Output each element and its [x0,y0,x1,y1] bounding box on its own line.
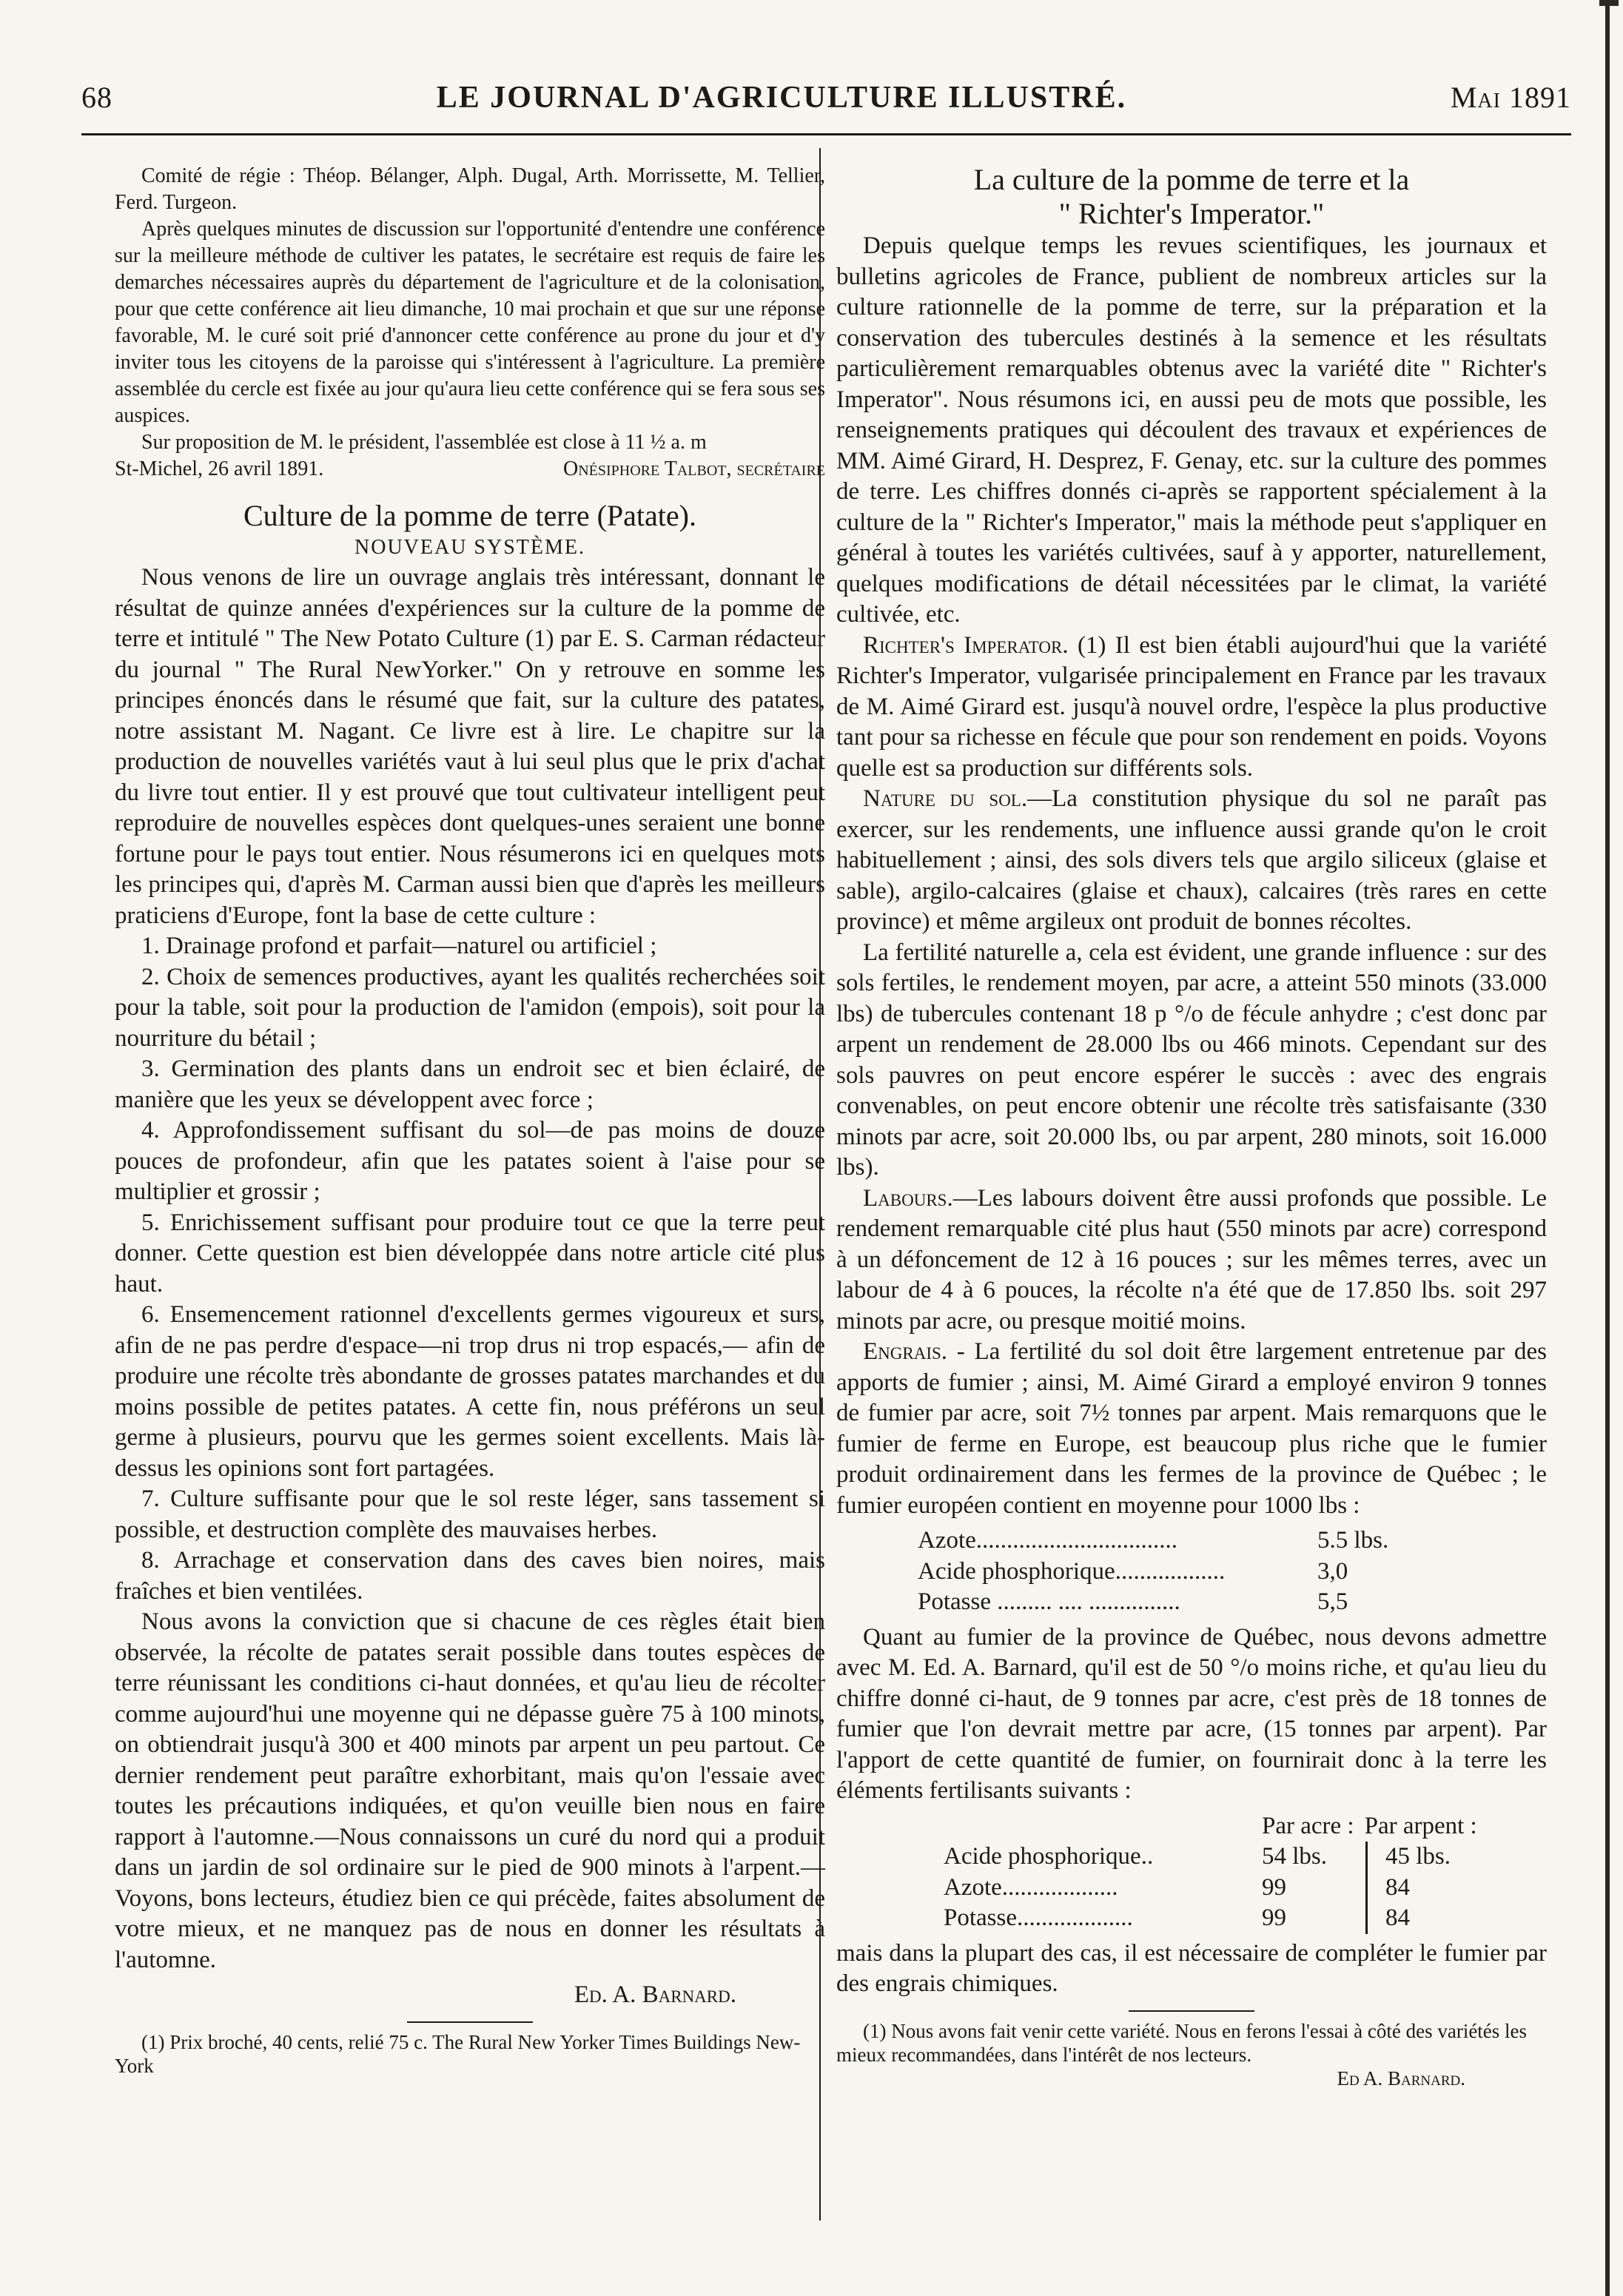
minutes-signoff [115,456,825,483]
signoff-name: Onésiphore Talbot, secrétaire [563,457,825,480]
list-item: 7. Culture suffisante pour que le sol reste léger, sans tassement si possible, et destruction complète des mauvaises herbes. [115,1486,825,1543]
table-row [836,1903,1547,1934]
table-header-cell: Par acre : [1262,1812,1354,1839]
mais-paragraph: mais dans la plupart des cas, il est nécessaire de compléter le fumier par des engrais chimiques. [836,1939,1547,1997]
page-header [81,80,1571,124]
table-cell: Azote................... [944,1873,1118,1901]
footnote-right: (1) Nous avons fait venir cette variété. Nous en ferons l'essai à côté des variétés les mieux recommandées, dans l'intérêt de nos lecteurs. [836,2019,1528,2066]
list-item: 6. Ensemencement rationnel d'excellents germes vigoureux et surs, afin de ne pas perdre d'espace—ni trop drus ni trop espacés,— afin de produire une récolte très abondante de grosses patates marchandes et du moins possible de petites patates. A cette fin, nous préférons un seul germe à plusieurs, pourvu que les germes soient excellents. Mais là-dessus les opinions sont fort partagées. [115,1301,825,1482]
footnote-rule [407,2021,533,2023]
closing-line: Sur proposition de M. le président, l'assemblée est close à 11 ½ a. m [141,431,707,454]
nature-runin: Nature du sol. [863,785,1028,812]
table-cell: 99 [1262,1873,1286,1901]
footnote-signature: Ed A. Barnard. [1337,2067,1465,2089]
list-item: 2. Choix de semences productives, ayant les qualités recherchées soit pour la table, soit pour la production de l'amidon (empois), soit pour la nourriture du bétail ; [115,963,825,1052]
table-cell: 99 [1262,1904,1286,1931]
table-row [918,1587,1547,1618]
table-cell-value: 5.5 lbs. [1317,1527,1389,1554]
labours-runin: Labours. [863,1184,953,1212]
list-item: 4. Approfondissement suffisant du sol—de pas moins de douze pouces de profondeur, afin que les patates soient à l'aise pour se multiplier et grossir ; [115,1117,825,1205]
table-cell-label: Azote................................. [918,1527,1178,1554]
page-edge-line [1605,0,1610,2296]
footnote-rule [1129,2010,1254,2012]
page-number: 68 [81,81,112,114]
table-cell: 84 [1365,1873,1504,1904]
discussion-paragraph: Après quelques minutes de discussion sur l'opportunité d'entendre une conférence sur la meilleure méthode de cultiver les patates, le secrétaire est requis de faire les demarches nécessaires auprès du département de l'agriculture et de la colonisation, pour que cette conférence ait lieu dimanche, 10 mai prochain et que sur une réponse favorable, M. le curé soit prié d'annoncer cette conférence au prone du jour et d'y inviter tous les citoyens de la paroisse qui s'intéressent à l'agriculture. La première assemblée du cercle est fixée au jour qu'aura lieu cette conférence qui se fera sous ses auspices. [115,218,825,427]
footnote-left: (1) Prix broché, 40 cents, relié 75 c. The Rural New Yorker Times Buildings New-York [115,2031,801,2077]
table-cell-value: 3,0 [1317,1557,1348,1585]
intro-paragraph-right: Depuis quelque temps les revues scientifiques, les journaux et bulletins agricoles de France, publient de nombreux articles sur la culture rationnelle de la pomme de terre, sur la préparation et la conservation des tubercules destinés à la semence et les résultats particulièrement remarquables obtenus avec la variété dite " Richter's Imperator". Nous résumons ici, en aussi peu de mots que possible, les renseignements pratiques qui découlent des travaux et expériences de MM. Aimé Girard, H. Desprez, F. Genay, etc. sur la culture des pommes de terre. Les chiffres donnés ci-après se rapportent spécialement à la culture de la " Richter's Imperator," mais la méthode peut s'appliquer en général à toutes les variétés cultivées, sauf à y apporter, naturellement, quelques modifications de détail nécessitées par le climat, la variété cultivée, etc. [836,232,1547,628]
table-row [836,1842,1547,1873]
table-cell-label: Potasse ......... .... ............... [918,1588,1180,1615]
section-title-right-line1: La culture de la pomme de terre et la [973,163,1410,196]
table-header-cell [836,1811,1262,1842]
list-item: 1. Drainage profond et parfait—naturel ou artificiel ; [141,933,657,959]
left-column [115,163,825,2078]
section-title-left: Culture de la pomme de terre (Patate). [243,499,696,532]
list-item: 5. Enrichissement suffisant pour produire tout ce que la terre peut donner. Cette question est bien développée dans notre article cité plus haut. [115,1209,825,1298]
list-item: 3. Germination des plants dans un endroit sec et bien éclairé, de manière que les yeux se développent avec force ; [115,1055,825,1113]
committee-text: Comité de régie : Théop. Bélanger, Alph. Dugal, Arth. Morrissette, M. Tellier, Ferd. Turgeon. [115,164,825,214]
table-cell-value: 5,5 [1317,1588,1348,1615]
richter-runin: Richter's Imperator. [863,631,1069,659]
nature-paragraph [836,784,1547,938]
table-header-row [836,1811,1547,1842]
principles-list [115,931,825,1607]
section-subtitle-left: NOUVEAU SYSTÈME. [354,536,585,559]
fumier-composition-table [918,1525,1547,1618]
intro-paragraph-left: Nous venons de lire un ouvrage anglais très intéressant, donnant le résultat de quinze années d'expériences sur la culture de la pomme de terre et intitulé " The New Potato Culture (1) par E. S. Carman rédacteur du journal " The Rural NewYorker." On y retrouve en somme les principes énoncés dans le résumé que fait, sur la culture des patates, notre assistant M. Nagant. Ce livre est à lire. Le chapitre sur la production de nouvelles variétés vaut à lui seul plus que le prix d'achat du livre tout entier. Il y est prouvé que tout cultivateur intelligent peut reproduire de nouvelles espèces dont quelques-unes seraient une bonne fortune pour le pays tout entier. Nous résumerons ici en quelques mots les principes qui, d'après M. Carman aussi bien que d'après les meilleurs praticiens d'Europe, font la base de cette culture : [115,564,825,929]
labours-paragraph [836,1184,1547,1337]
author-signature: Ed. A. Barnard. [574,1981,736,2008]
table-cell: 45 lbs. [1365,1842,1504,1873]
table-cell: 54 lbs. [1262,1843,1328,1870]
table-cell: Potasse................... [944,1904,1133,1931]
richter-text: (1) Il est bien établi aujourd'hui que la variété Richter's Imperator, vulgarisée principalement en France par les travaux de M. Aimé Girard est. jusqu'à nouvel ordre, l'espèce la plus productive tant pour sa richesse en fécule que pour son rendement en poids. Voyons quelle est sa production sur différents sols. [836,631,1547,782]
nature-text: —La constitution physique du sol ne paraît pas exercer, sur les rendements, une influence aussi grande qu'on le croit habituellement ; ainsi, des sols divers tels que argilo siliceux (glaise et sable), argilo-calcaires (glaise et chaux), calcaires (très rares en cette province) et même argileux ont produit de bonnes récoltes. [836,785,1547,935]
issue-date: Mai 1891 [1450,81,1571,114]
engrais-runin: Engrais. [863,1338,948,1365]
right-column [836,163,1547,2090]
quant-paragraph: Quant au fumier de la province de Québec, nous devons admettre avec M. Ed. A. Barnard, qu'il est de 50 °/o moins riche, et qu'au lieu du chiffre donné ci-haut, de 9 tonnes par acre, c'est près de 18 tonnes de fumier que l'on devrait mettre par acre, (15 tonnes par arpent). Par l'apport de cette quantité de fumier, on fournirait donc à la terre les éléments fertilisants suivants : [836,1623,1547,1804]
fertilite-paragraph: La fertilité naturelle a, cela est évident, une grande influence : sur des sols fertiles, le rendement moyen, par acre, a atteint 550 minots (33.000 lbs) de tubercules contenant 18 p °/o de fécule anhydre ; c'est donc par arpent un rendement de 28.000 lbs ou 466 minots. Cependant sur des sols pauvres on peut encore espérer le succès : avec des engrais convenables, on peut encore obtenir une récolte très satisfaisante (330 minots par acre, soit 20.000 lbs, ou par arpent, 280 minots, soit 16.000 lbs). [836,939,1547,1181]
engrais-paragraph [836,1337,1547,1521]
table-cell-label: Acide phosphorique.................. [918,1557,1226,1585]
journal-title: LE JOURNAL D'AGRICULTURE ILLUSTRÉ. [436,81,1127,115]
section-title-right-line2: " Richter's Imperator." [1058,197,1325,230]
table-row [836,1873,1547,1904]
table-row [918,1525,1547,1557]
signoff-place: St-Michel, 26 avril 1891. [115,457,324,480]
table-row [918,1557,1547,1588]
header-rule [81,133,1571,135]
fertilisants-table [836,1811,1547,1934]
table-cell: Acide phosphorique.. [944,1843,1154,1870]
engrais-text: - La fertilité du sol doit être largement entretenue par des apports de fumier ; ainsi, M. Aimé Girard a employé environ 9 tonnes de fumier par acre, soit 7½ tonnes par arpent. Mais remarquons que le fumier de ferme en Europe, est beaucoup plus riche que le fumier produit ordinairement dans les fermes de la province de Québec ; le fumier européen contient en moyenne pour 1000 lbs : [836,1338,1547,1519]
labours-text: —Les labours doivent être aussi profonds que possible. Le rendement remarquable cité plus haut (550 minots par acre) correspond à un défoncement de 12 à 16 pouces ; sur les mêmes terres, avec un labour de 4 à 6 pouces, la récolte n'a été que de 17.850 lbs. soit 297 minots par acre, ou presque moitié moins. [836,1184,1547,1335]
richter-paragraph [836,631,1547,785]
table-cell: 84 [1365,1903,1504,1934]
table-header-cell: Par arpent : [1364,1812,1477,1839]
page-edge-tick [1599,0,1619,6]
list-item: 8. Arrachage et conservation dans des caves bien noires, mais fraîches et bien ventilées. [115,1547,825,1605]
conviction-paragraph: Nous avons la conviction que si chacune de ces règles était bien observée, la récolte de patates serait possible dans toutes espèces de terre réunissant les conditions ci-haut données, et qu'au lieu de récolter comme aujourd'hui une moyenne qui ne dépasse guère 75 à 100 minots, on obtiendrait jusqu'à 300 et 400 minots par arpent un peu partout. Ce dernier rendement peut paraître exhorbitant, mais qu'on l'essaie avec toutes les précautions indiquées, et qu'on veuille bien nous en faire rapport à l'automne.—Nous connaissons un curé du nord qui a produit dans un jardin de sol ordinaire sur le pied de 900 minots à l'arpent.—Voyons, bons lecteurs, étudiez bien ce qui précède, faites absolument de votre mieux, et ne manquez pas de nous en donner les résultats à l'automne. [115,1608,825,1973]
